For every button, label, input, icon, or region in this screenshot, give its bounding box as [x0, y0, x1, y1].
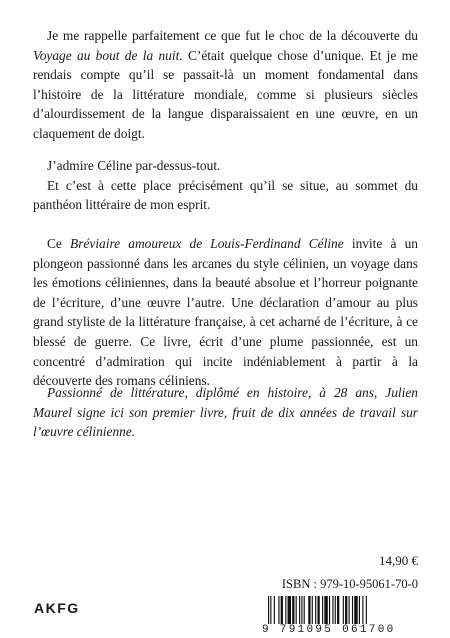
admiration-line-1: J’admire Céline par-dessus-tout.	[47, 158, 221, 173]
paragraph-intro-text: Je me rappelle parfaitement ce que fut le choc de la découverte du	[47, 28, 418, 43]
isbn-label: ISBN : 979-10-95061-70-0	[281, 577, 418, 591]
author-bio-text: Passionné de littérature, diplômé en histoire, à 28 ans, Julien Maurel signe ici son premier livre, fruit de dix années de travail sur l’œuvre célinienne.	[33, 385, 418, 440]
barcode-bar	[312, 596, 313, 624]
admiration-line-2: Et c’est à cette place précisément qu’il se situe, au sommet du panthéon littéraire de mon esprit.	[33, 177, 418, 213]
barcode-bar	[349, 596, 350, 624]
barcode-bar	[343, 596, 344, 624]
barcode-bars	[266, 596, 416, 624]
paragraph-intro-rest: . C’était quelque chose d’unique. Et je me rendais compte qu’il se passait-là un moment fondamental dans l’histoire de la littérature mondiale, comme si plusieurs siècles d’alourdissement de la langue disparaissaient en une œuvre, en un claquement de doigt.	[33, 47, 418, 141]
book-title-voyage: Voyage au bout de la nuit	[33, 47, 180, 63]
description-rest: invite à un plongeon passionné dans les arcanes du style célinien, un voyage dans les émotions céliniennes, dans la beauté absolue et l’horreur poignante de l’écriture, d’une œuvre l’autre. Une déclaration d’amour au plus grand styliste de la littérature française, à cet acharné de l’écriture, à ce blessé de guerre. Ce livre, écrit d’une plume passionnée, est un concentré d’admiration qui incite indéniablement à partir à la découverte des romans céliniens.	[33, 236, 419, 389]
barcode-bar	[288, 596, 291, 624]
barcode-bar	[296, 596, 297, 624]
description-intro: Ce	[47, 236, 71, 251]
publisher-logo: AKFG	[34, 600, 80, 616]
barcode-bar	[278, 596, 279, 624]
barcode-bar	[301, 596, 302, 624]
barcode-bar	[322, 596, 323, 624]
barcode-bar	[324, 596, 327, 624]
barcode-bar	[362, 596, 363, 624]
barcode-bar	[268, 596, 269, 624]
barcode-bar	[285, 596, 286, 624]
price-label: 14,90 €	[379, 553, 418, 568]
barcode-bar	[270, 596, 271, 624]
barcode-bar	[292, 596, 294, 624]
barcode-bar	[337, 596, 339, 624]
barcode-bar	[354, 596, 357, 624]
barcode-bar	[281, 596, 283, 624]
barcode-bar	[317, 596, 319, 624]
barcode	[262, 596, 418, 638]
paragraph-description	[33, 234, 418, 391]
barcode-bar	[315, 596, 316, 624]
barcode-bar	[299, 596, 300, 624]
barcode-bar	[345, 596, 347, 624]
barcode-bar	[329, 596, 330, 624]
barcode-bar	[366, 596, 367, 624]
barcode-bar	[359, 596, 360, 624]
author-bio	[33, 383, 418, 442]
barcode-bar	[304, 596, 305, 624]
barcode-bar	[332, 596, 333, 624]
paragraph-intro	[33, 26, 418, 144]
barcode-bar	[274, 596, 275, 624]
barcode-bar	[352, 596, 353, 624]
barcode-bar	[308, 596, 310, 624]
book-title-breviaire: Bréviaire amoureux de Louis-Ferdinand Céline	[70, 236, 344, 251]
paragraph-admiration	[33, 156, 418, 215]
barcode-bar	[335, 596, 336, 624]
barcode-digits: 9 791095 061700	[262, 624, 396, 636]
